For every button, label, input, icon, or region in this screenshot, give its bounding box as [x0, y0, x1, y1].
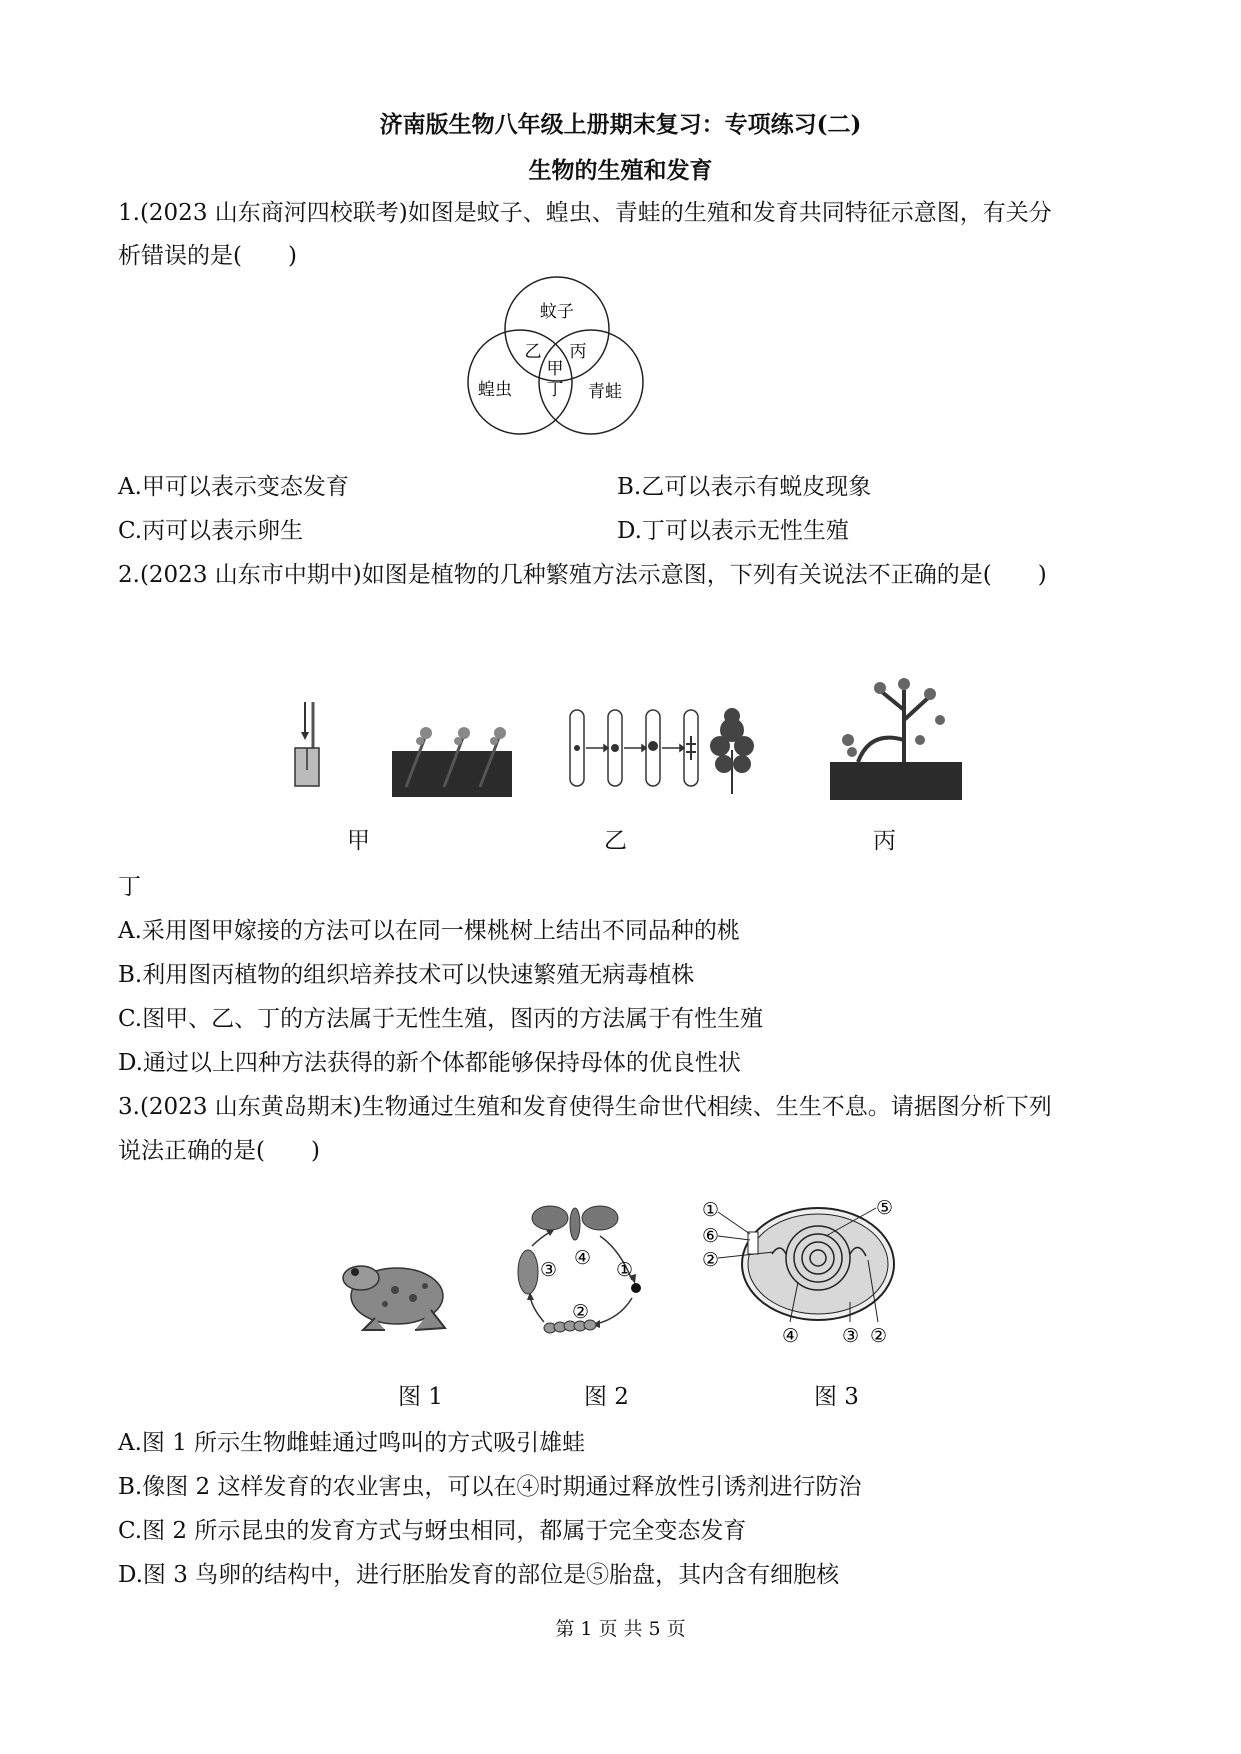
- q2-caption-jia: 甲: [347, 828, 370, 854]
- fig2-label-4: ④: [574, 1247, 592, 1269]
- venn-label-yi: 乙: [524, 342, 542, 362]
- venn-label-ding: 丁: [546, 380, 564, 400]
- q1-option-c: C.丙可以表示卵生: [118, 518, 304, 544]
- q3-option-d: D.图 3 鸟卵的结构中，进行胚胎发育的部位是⑤胎盘，其内含有细胞核: [118, 1562, 840, 1588]
- q3-caption-fig2: 图 2: [584, 1384, 629, 1410]
- q3-option-c: C.图 2 所示昆虫的发育方式与蚜虫相同，都属于完全变态发育: [118, 1518, 747, 1544]
- fig3-label-3: ③: [842, 1325, 860, 1347]
- life-cycle-figure: [510, 1200, 660, 1340]
- fig3-label-4: ④: [782, 1325, 800, 1347]
- venn-label-bing: 丙: [569, 342, 587, 362]
- cutting-figure: [392, 715, 512, 797]
- q2-option-b: B.利用图丙植物的组织培养技术可以快速繁殖无病毒植株: [118, 962, 695, 988]
- page-subtitle: 生物的生殖和发育: [528, 157, 713, 184]
- venn-label-top: 蚊子: [540, 302, 574, 322]
- venn-label-left: 蝗虫: [478, 380, 512, 400]
- fig2-label-1: ①: [616, 1259, 634, 1281]
- tissue-culture-figure: [560, 700, 760, 800]
- q2-option-d: D.通过以上四种方法获得的新个体都能够保持母体的优良性状: [118, 1050, 741, 1076]
- venn-diagram: [455, 275, 655, 465]
- page-title: 济南版生物八年级上册期末复习：专项练习(二): [379, 111, 862, 138]
- fig3-label-1: ①: [702, 1199, 720, 1221]
- fig2-label-3: ③: [540, 1259, 558, 1281]
- fig3-label-2: ②: [702, 1249, 720, 1271]
- q3-stem-line2: 说法正确的是( ): [118, 1138, 320, 1164]
- q3-caption-fig3: 图 3: [814, 1384, 859, 1410]
- fig3-label-5: ⑤: [876, 1198, 894, 1219]
- q3-stem-line1: 3.(2023 山东黄岛期末)生物通过生殖和发育使得生命世代相续、生生不息。请据图分析下列: [118, 1094, 1052, 1120]
- q3-option-b: B.像图 2 这样发育的农业害虫，可以在④时期通过释放性引诱剂进行防治: [118, 1474, 862, 1500]
- bird-egg-figure: [700, 1198, 910, 1350]
- fig3-label-2b: ②: [870, 1325, 888, 1347]
- q2-stem-line1: 2.(2023 山东市中期中)如图是植物的几种繁殖方法示意图，下列有关说法不正确的是( ): [118, 562, 1047, 588]
- q2-caption-yi: 乙: [604, 828, 627, 854]
- venn-label-jia: 甲: [546, 359, 564, 379]
- q1-option-b: B.乙可以表示有蜕皮现象: [617, 474, 872, 500]
- layering-figure: [830, 670, 962, 800]
- q1-stem-line2: 析错误的是( ): [118, 243, 297, 269]
- q2-option-a: A.采用图甲嫁接的方法可以在同一棵桃树上结出不同品种的桃: [118, 918, 740, 944]
- q2-caption-bing: 丙: [873, 828, 896, 854]
- q1-option-a: A.甲可以表示变态发育: [118, 474, 349, 500]
- venn-label-right: 青蛙: [588, 382, 622, 402]
- q2-option-c: C.图甲、乙、丁的方法属于无性生殖，图丙的方法属于有性生殖: [118, 1006, 764, 1032]
- page-footer: 第 1 页 共 5 页: [555, 1618, 686, 1640]
- grafting-figure: [283, 700, 333, 790]
- frog-figure: [335, 1250, 455, 1335]
- q2-caption-ding: 丁: [118, 874, 141, 900]
- q1-stem-line1: 1.(2023 山东商河四校联考)如图是蚊子、蝗虫、青蛙的生殖和发育共同特征示意图，有关分: [118, 200, 1052, 226]
- q3-option-a: A.图 1 所示生物雌蛙通过鸣叫的方式吸引雄蛙: [118, 1430, 586, 1456]
- fig2-label-2: ②: [572, 1301, 590, 1323]
- q1-option-d: D.丁可以表示无性生殖: [617, 518, 849, 544]
- q3-caption-fig1: 图 1: [398, 1384, 443, 1410]
- fig3-label-6: ⑥: [702, 1225, 720, 1247]
